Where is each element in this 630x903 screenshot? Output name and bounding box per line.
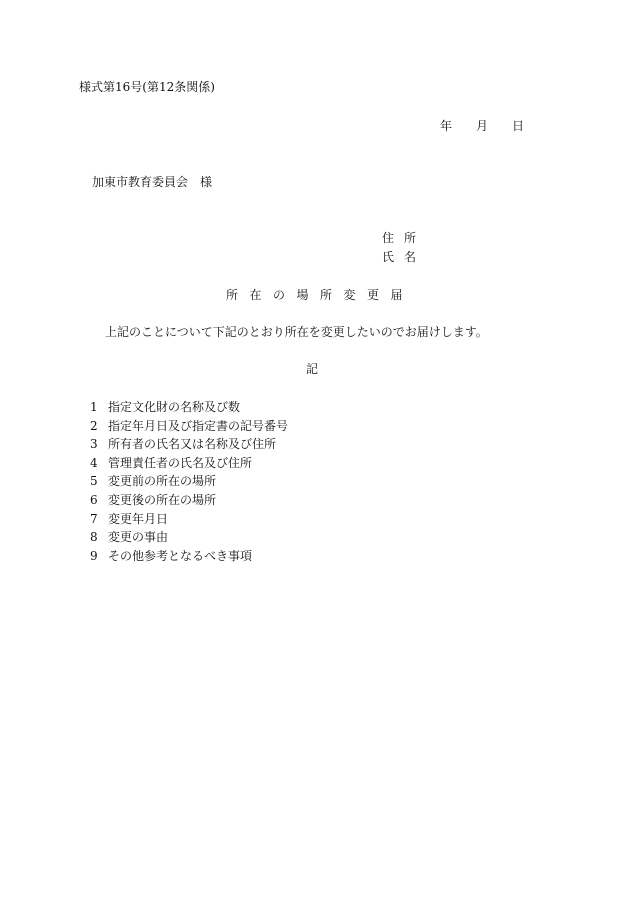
form-number: 様式第16号(第12条関係): [79, 80, 215, 94]
date-month-label: 月: [476, 119, 489, 133]
list-item: [90, 491, 288, 510]
name-label: 氏名: [382, 250, 427, 264]
list-item: [90, 454, 288, 473]
list-item: [90, 472, 288, 491]
item-text: 指定文化財の名称及び数: [108, 400, 241, 415]
list-item: [90, 547, 288, 566]
list-item: [90, 435, 288, 454]
address-label: 住所: [382, 231, 427, 245]
ki-heading: 記: [306, 362, 319, 376]
list-item: [90, 510, 288, 529]
item-number: 9: [90, 548, 98, 563]
date-year-label: 年: [440, 119, 453, 133]
date-day-label: 日: [512, 119, 525, 133]
item-number: 5: [90, 474, 98, 489]
item-text: 変更後の所在の場所: [108, 493, 217, 508]
document-title: 所在の場所変更届: [226, 288, 415, 302]
body-text: 上記のことについて下記のとおり所在を変更したいのでお届けします。: [105, 325, 488, 339]
item-number: 6: [90, 493, 98, 508]
date-line: [440, 119, 532, 133]
item-number: 4: [90, 455, 98, 470]
item-text: 変更の事由: [108, 530, 169, 545]
item-number: 8: [90, 530, 98, 545]
item-text: 変更前の所在の場所: [108, 474, 217, 489]
item-text: 管理責任者の氏名及び住所: [108, 455, 253, 470]
item-text: 指定年月日及び指定書の記号番号: [108, 418, 289, 433]
applicant-block: [382, 231, 426, 269]
list-item: [90, 417, 288, 436]
item-list: [90, 398, 288, 565]
recipient: 加東市教育委員会 様: [92, 175, 213, 189]
list-item: [90, 528, 288, 547]
item-number: 2: [90, 418, 98, 433]
item-text: 所有者の氏名又は名称及び住所: [108, 437, 277, 452]
item-text: 変更年月日: [108, 511, 169, 526]
item-number: 3: [90, 437, 98, 452]
list-item: [90, 398, 288, 417]
item-text: その他参考となるべき事項: [108, 548, 253, 563]
item-number: 1: [90, 400, 98, 415]
item-number: 7: [90, 511, 98, 526]
